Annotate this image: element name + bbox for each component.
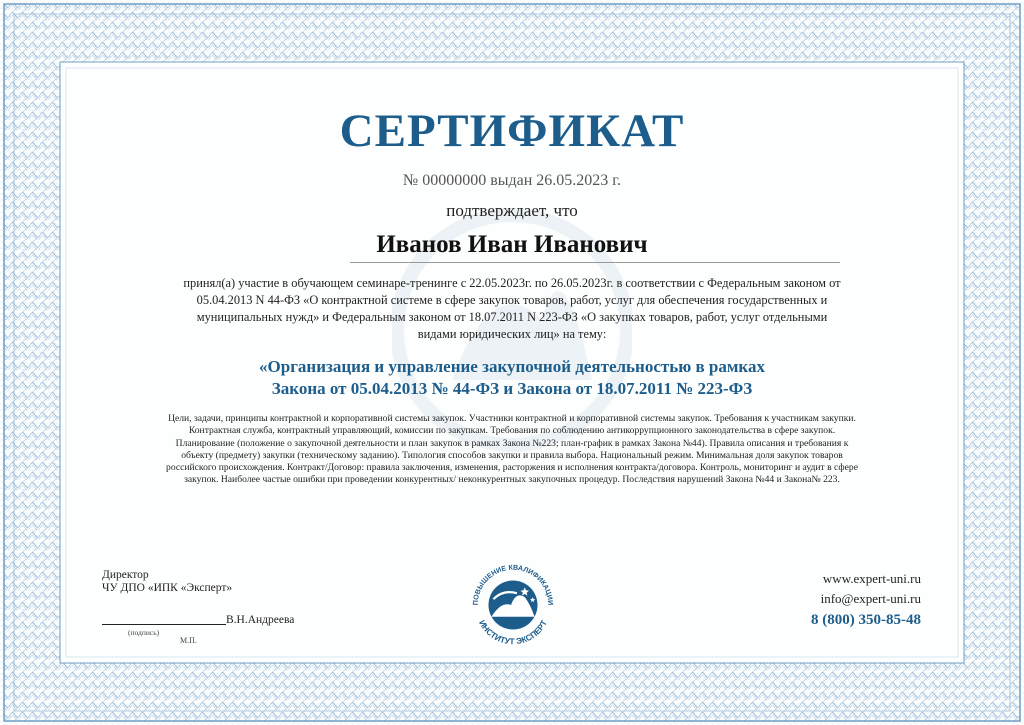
director-block <box>102 569 232 595</box>
course-topics: Цели, задачи, принципы контрактной и корпоративной системы закупок. Участники контрактной и корпоративной системы закупок. Требования к участникам закупки. Контрактная служба, контрактный управляющий, комиссии по закупкам. Требования по соблюдению антикоррупционного законодательства в сфере закупок. Планирование (положение о закупочной деятельности и план закупок в рамках Закона №223; план-график в рамках Закона №44). Правила описания и требования к объекту (предмету) закупки (техническому заданию). Типология способов закупки и правила выбора. Национальный режим. Минимальная доля закупок товаров российского происхождения. Контракт/Договор: правила заключения, изменения, расторжения и исполнения контракта/договора. Контроль, мониторинг и аудит в сфере закупок. Наиболее частые ошибки при проведении конкурентных/ неконкурентных закупочных процедур. Последствия нарушений Закона №44 и Закона№ 223. <box>166 413 858 486</box>
signature-line <box>102 624 226 625</box>
institute-logo <box>464 556 562 654</box>
email-text: info@expert-uni.ru <box>820 591 921 606</box>
course-title-line-1: «Организация и управление закупочной деятельностью в рамках <box>259 357 765 376</box>
contacts-block <box>811 569 921 629</box>
course-title <box>150 356 874 400</box>
stamp-place-label: М.П. <box>180 636 197 645</box>
participation-text: принял(а) участие в обучающем семинаре-тренинге с 22.05.2023г. по 26.05.2023г. в соответствии с Федеральным законом от 05.04.2013 N 44-ФЗ «О контрактной системе в сфере закупок товаров, работ, услуг для обеспечения государственных и муниципальных нужд» и Федеральным законом от 18.07.2011 N 223-ФЗ «О закупках товаров, работ, услуг отдельными видами юридических лиц» на тему: <box>183 276 841 341</box>
website-text: www.expert-uni.ru <box>822 571 921 586</box>
phone-number: 8 (800) 350-85-48 <box>811 612 921 628</box>
logo-arc-text: ПОВЫШЕНИЕ КВАЛИФИКАЦИИ <box>472 564 554 606</box>
recipient-name: Иванов Иван Иванович <box>376 231 648 258</box>
certificate-title: СЕРТИФИКАТ <box>339 105 685 157</box>
director-position: Директор <box>102 569 149 581</box>
certificate-number: № 00000000 выдан 26.05.2023 г. <box>402 172 622 189</box>
confirms-text: подтверждает, что <box>446 201 578 220</box>
director-organization: ЧУ ДПО «ИПК «Эксперт» <box>102 582 233 594</box>
signature-caption: (подпись) <box>128 628 160 637</box>
name-underline <box>350 262 840 263</box>
logo-bottom-text: ИНСТИТУТ ЭКСПЕРТ <box>477 618 549 647</box>
course-title-line-2: Закона от 05.04.2013 № 44-ФЗ и Закона от 18.07.2011 № 223-ФЗ <box>271 379 753 398</box>
signer-name: В.Н.Андреева <box>226 614 295 626</box>
mountain-stars-emblem-icon <box>489 581 538 630</box>
